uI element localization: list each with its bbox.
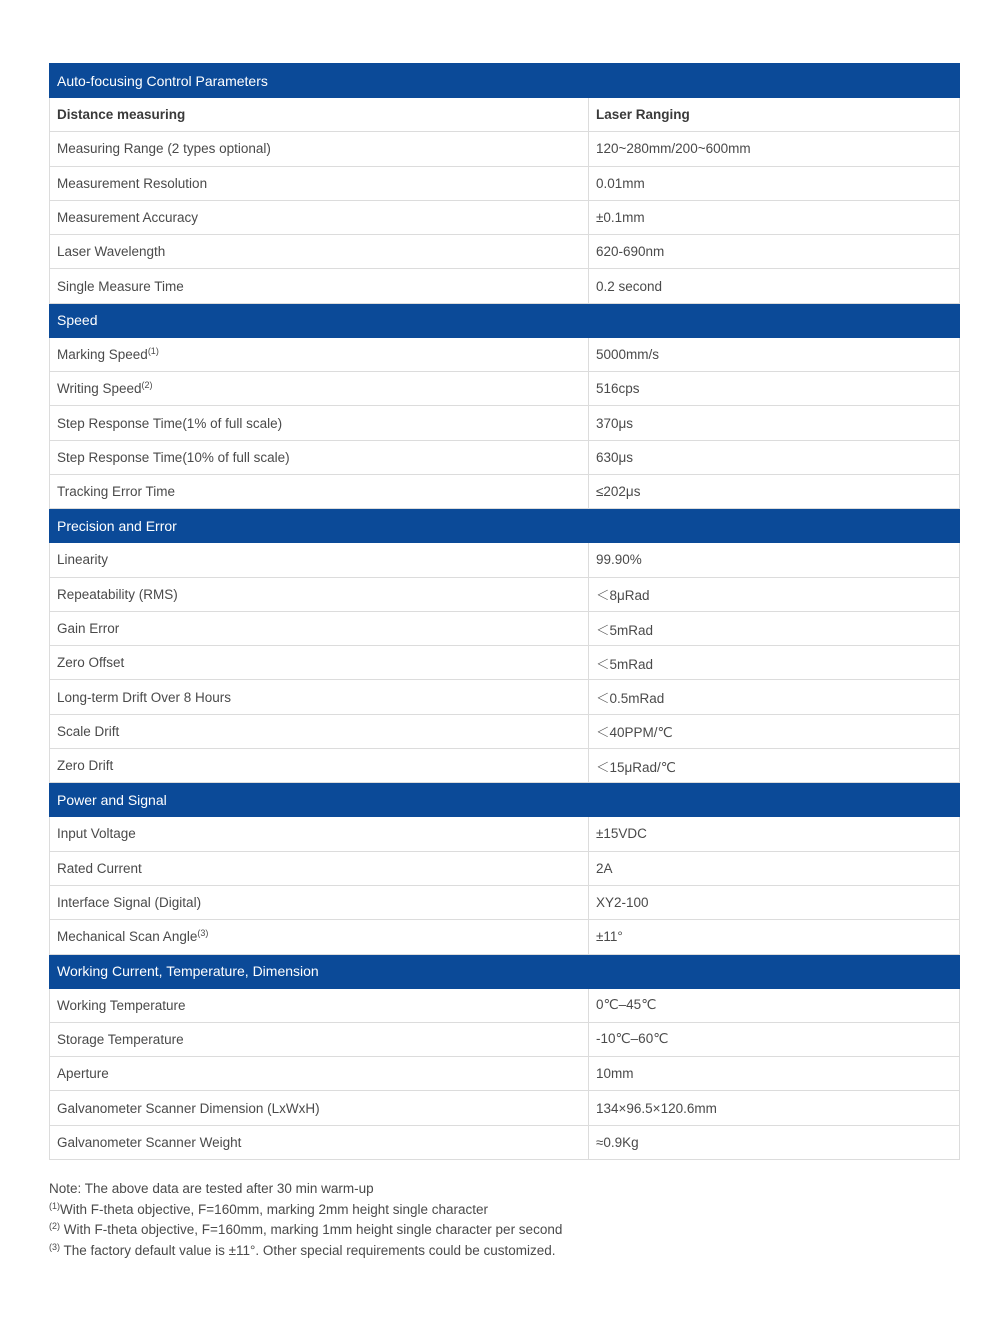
- value-cell: ≈0.9Kg: [589, 1125, 960, 1159]
- table-row: [50, 474, 960, 508]
- table-row: [50, 749, 960, 783]
- parameter-label: Measurement Accuracy: [57, 210, 199, 226]
- value-cell: ＜5mRad: [589, 646, 960, 680]
- parameter-label: Writing Speed: [57, 381, 142, 397]
- section-header: [50, 303, 960, 337]
- footnotes: [49, 1179, 959, 1261]
- value-cell: ＜40PPM/℃: [589, 714, 960, 748]
- parameter-cell: [50, 611, 589, 645]
- table-row: [50, 1125, 960, 1159]
- parameter-cell: [50, 1022, 589, 1056]
- value-cell: 516cps: [589, 372, 960, 406]
- parameter-label: Distance measuring: [57, 107, 186, 123]
- table-row: [50, 680, 960, 714]
- value-cell: 620-690nm: [589, 235, 960, 269]
- table-row: [50, 543, 960, 577]
- parameter-cell: [50, 851, 589, 885]
- parameter-label: Long-term Drift Over 8 Hours: [57, 689, 232, 705]
- parameter-label: Aperture: [57, 1066, 109, 1082]
- section-header: [50, 509, 960, 543]
- parameter-label: Measurement Resolution: [57, 175, 208, 191]
- parameter-cell: [50, 474, 589, 508]
- value-cell: -10℃–60℃: [589, 1022, 960, 1056]
- parameter-cell: [50, 235, 589, 269]
- parameter-cell: [50, 680, 589, 714]
- parameter-cell: [50, 577, 589, 611]
- parameter-cell: [50, 200, 589, 234]
- parameter-label: Working Temperature: [57, 997, 186, 1013]
- spec-table: [49, 63, 960, 1160]
- parameter-cell: [50, 543, 589, 577]
- section-header: [50, 954, 960, 988]
- column-header-row: [50, 98, 960, 132]
- parameter-label: Interface Signal (Digital): [57, 895, 202, 911]
- parameter-label: Galvanometer Scanner Dimension (LxWxH): [57, 1100, 320, 1116]
- parameter-cell: [50, 337, 589, 371]
- parameter-label: Zero Drift: [57, 758, 114, 774]
- value-cell: 5000mm/s: [589, 337, 960, 371]
- parameter-label: Storage Temperature: [57, 1031, 184, 1047]
- parameter-cell: [50, 406, 589, 440]
- parameter-label: Step Response Time(1% of full scale): [57, 415, 283, 431]
- value-cell: ≤202μs: [589, 474, 960, 508]
- parameter-cell: [50, 646, 589, 680]
- parameter-cell: [50, 132, 589, 166]
- table-row: [50, 200, 960, 234]
- value-cell: 0.2 second: [589, 269, 960, 303]
- parameter-label: Mechanical Scan Angle: [57, 929, 198, 945]
- footnote-text: The factory default value is ±11°. Other special requirements could be customized.: [60, 1242, 556, 1258]
- table-row: [50, 817, 960, 851]
- section-title: Auto-focusing Control Parameters: [50, 64, 960, 98]
- value-cell: 630μs: [589, 440, 960, 474]
- value-cell: ＜8μRad: [589, 577, 960, 611]
- table-row: [50, 337, 960, 371]
- parameter-label: Marking Speed: [57, 346, 148, 362]
- table-row: [50, 235, 960, 269]
- parameter-label: Repeatability (RMS): [57, 586, 178, 602]
- parameter-cell: [50, 269, 589, 303]
- parameter-cell: [50, 988, 589, 1022]
- table-row: [50, 269, 960, 303]
- table-row: [50, 885, 960, 919]
- footnote-text: With F-theta objective, F=160mm, marking 2mm height single character: [60, 1201, 489, 1217]
- parameter-cell: [50, 817, 589, 851]
- parameter-label: Step Response Time(10% of full scale): [57, 449, 290, 465]
- parameter-cell: [50, 1125, 589, 1159]
- parameter-cell: [50, 166, 589, 200]
- parameter-label: Gain Error: [57, 621, 120, 636]
- section-header: [50, 64, 960, 98]
- parameter-cell: [50, 920, 589, 954]
- value-cell: ＜5mRad: [589, 611, 960, 645]
- footnote-line: [49, 1241, 959, 1262]
- value-cell: 0℃–45℃: [589, 988, 960, 1022]
- parameter-cell: [50, 714, 589, 748]
- section-title: Power and Signal: [50, 783, 960, 817]
- footnote-marker: (2): [49, 1221, 60, 1231]
- parameter-label: Single Measure Time: [57, 278, 184, 294]
- footnote-text: Note: The above data are tested after 30 min warm-up: [49, 1181, 374, 1196]
- parameter-label: Scale Drift: [57, 723, 120, 739]
- table-row: [50, 166, 960, 200]
- value-cell: 99.90%: [589, 543, 960, 577]
- parameter-label: Galvanometer Scanner Weight: [57, 1134, 242, 1150]
- table-row: [50, 132, 960, 166]
- footnote-marker: (3): [49, 1241, 60, 1252]
- section-header: [50, 783, 960, 817]
- footnote-marker: (2): [141, 380, 153, 391]
- value-cell: 0.01mm: [589, 166, 960, 200]
- table-row: [50, 577, 960, 611]
- value-cell: 120~280mm/200~600mm: [589, 132, 960, 166]
- section-title: Speed: [50, 303, 960, 337]
- value-cell: XY2-100: [589, 885, 960, 919]
- spec-table-body: [50, 64, 960, 1160]
- footnote-text: With F-theta objective, F=160mm, marking 1mm height single character per second: [60, 1222, 563, 1237]
- parameter-label: Linearity: [57, 552, 109, 568]
- value-cell: ±15VDC: [589, 817, 960, 851]
- parameter-label: Input Voltage: [57, 826, 136, 842]
- parameter-label: Laser Wavelength: [57, 244, 166, 260]
- value-cell: 370μs: [589, 406, 960, 440]
- value-cell: ＜0.5mRad: [589, 680, 960, 714]
- footnote-marker: (3): [197, 928, 209, 939]
- table-row: [50, 372, 960, 406]
- table-row: [50, 851, 960, 885]
- table-row: [50, 714, 960, 748]
- value-cell: ±11°: [589, 920, 960, 954]
- parameter-cell: [50, 1091, 589, 1125]
- table-row: [50, 1022, 960, 1056]
- parameter-label: Zero Offset: [57, 655, 125, 671]
- table-row: [50, 646, 960, 680]
- table-row: [50, 988, 960, 1022]
- table-row: [50, 611, 960, 645]
- value-cell: Laser Ranging: [589, 98, 960, 132]
- value-cell: 2A: [589, 851, 960, 885]
- parameter-cell: [50, 98, 589, 132]
- value-cell: ＜15μRad/℃: [589, 749, 960, 783]
- parameter-cell: [50, 885, 589, 919]
- table-row: [50, 1057, 960, 1091]
- table-row: [50, 406, 960, 440]
- section-title: Working Current, Temperature, Dimension: [50, 954, 960, 988]
- value-cell: 134×96.5×120.6mm: [589, 1091, 960, 1125]
- parameter-label: Tracking Error Time: [57, 484, 176, 500]
- footnote-marker: (1): [147, 345, 159, 356]
- footnote-line: [49, 1220, 959, 1241]
- parameter-cell: [50, 440, 589, 474]
- parameter-cell: [50, 372, 589, 406]
- parameter-cell: [50, 749, 589, 783]
- parameter-label: Rated Current: [57, 860, 142, 876]
- parameter-cell: [50, 1057, 589, 1091]
- footnote-marker: (1): [49, 1200, 60, 1211]
- parameter-label: Measuring Range (2 types optional): [57, 141, 271, 157]
- footnote-line: [49, 1200, 959, 1221]
- table-row: [50, 440, 960, 474]
- table-row: [50, 920, 960, 954]
- note-line: [49, 1179, 959, 1200]
- section-title: Precision and Error: [50, 509, 960, 543]
- table-row: [50, 1091, 960, 1125]
- value-cell: ±0.1mm: [589, 200, 960, 234]
- value-cell: 10mm: [589, 1057, 960, 1091]
